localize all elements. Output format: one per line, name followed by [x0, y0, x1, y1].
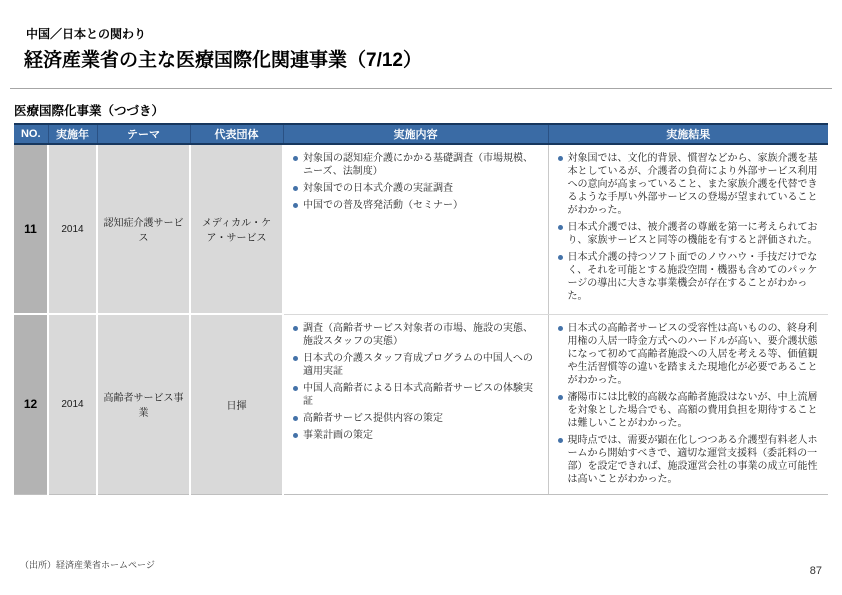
col-header-no: NO. [14, 124, 48, 144]
list-item [292, 322, 540, 348]
col-header-results: 実施結果 [548, 124, 828, 144]
list-item-text: 中国での普及啓発活動（セミナー） [303, 200, 463, 211]
bullet-icon [293, 326, 298, 331]
list-item [557, 322, 821, 387]
row-org: 日揮 [190, 314, 283, 494]
page-number: 87 [809, 565, 822, 577]
bullet-icon [558, 438, 563, 443]
bullet-icon [558, 156, 563, 161]
row-org: メディカル・ケア・サービス [190, 144, 283, 314]
list-item-text: 対象国の認知症介護にかかる基礎調査（市場規模、ニーズ、法制度） [303, 153, 533, 177]
bullet-icon [293, 186, 298, 191]
list-item [292, 352, 540, 378]
table-row [14, 314, 828, 494]
list-item [292, 429, 540, 442]
list-item-text: 事業計画の策定 [303, 429, 373, 441]
row-results-cell [548, 144, 828, 314]
row-contents-cell [283, 314, 548, 494]
row-no: 11 [14, 144, 48, 314]
row-contents-cell [283, 144, 548, 314]
list-item [292, 199, 540, 212]
list-item-text: 瀋陽市には比較的高級な高齢者施設はないが、中上流層を対象とした場合でも、高額の費用負担を期待することは難しいことがわかった。 [567, 391, 818, 429]
bullet-icon [293, 203, 298, 208]
list-item [557, 152, 821, 217]
bullet-icon [558, 255, 563, 260]
list-item-text: 対象国での日本式介護の実証調査 [303, 183, 453, 194]
col-header-year: 実施年 [48, 124, 97, 144]
results-list [557, 152, 821, 303]
contents-list [292, 152, 540, 212]
contents-list [292, 322, 540, 442]
list-item-text: 現時点では、需要が顕在化しつつある介護型有料老人ホームから開始すべきで、適切な運営支援料（委託料の一部）を設定できれば、施設運営会社の事業の成立可能性は高いことがわかった。 [567, 434, 818, 485]
source-note: （出所）経済産業省ホームページ [20, 560, 155, 570]
projects-table-wrapper [14, 123, 828, 495]
list-item [557, 391, 821, 430]
row-year: 2014 [48, 314, 97, 494]
list-item-text: 日本式介護の持つソフト面でのノウハウ・手技だけでなく、それを可能とする施設空間・機器も含めてのパッケージの導出に大きな事業機会が存在することがわかった。 [567, 252, 818, 302]
section-label: 医療国際化事業（つづき） [14, 104, 165, 118]
row-theme: 高齢者サービス事業 [97, 314, 190, 494]
bullet-icon [293, 386, 298, 391]
list-item-text: 対象国では、文化的背景、慣習などから、家族介護を基本としているが、介護者の負荷により外部サービス利用への意向が高まっていること、また家族介護を代替できるような手厚い外部サービスの登場が望まれていることがわかった。 [567, 153, 818, 216]
projects-table [14, 123, 828, 495]
col-header-org: 代表団体 [190, 124, 283, 144]
list-item-text: 調査（高齢者サービス対象者の市場、施設の実態、施設スタッフの実態） [303, 322, 533, 347]
list-item-text: 日本式の高齢者サービスの受容性は高いものの、終身利用権の入居一時金方式へのハードルが高い、要介護状態になって初めて高齢者施設への入居を考える等、価値観や生活習慣等の違いを踏まえた現地化が必要であることがわかった。 [567, 322, 818, 386]
list-item [557, 221, 821, 247]
row-results-cell [548, 314, 828, 494]
list-item-text: 日本式の介護スタッフ育成プログラムの中国人への適用実証 [303, 352, 533, 377]
list-item [292, 412, 540, 425]
page-title: 経済産業省の主な医療国際化関連事業（7/12） [24, 50, 422, 71]
row-year: 2014 [48, 144, 97, 314]
row-no: 12 [14, 314, 48, 494]
bullet-icon [293, 156, 298, 161]
bullet-icon [293, 356, 298, 361]
list-item [292, 152, 540, 178]
bullet-icon [558, 395, 563, 400]
row-theme: 認知症介護サービス [97, 144, 190, 314]
list-item-text: 日本式介護では、被介護者の尊厳を第一に考えられており、家族サービスと同等の機能を有すると評価された。 [567, 222, 818, 246]
bullet-icon [293, 416, 298, 421]
title-divider [10, 88, 832, 89]
list-item [292, 182, 540, 195]
bullet-icon [293, 433, 298, 438]
results-list [557, 322, 821, 486]
table-header-row [14, 124, 828, 144]
kicker-label: 中国／日本との関わり [26, 27, 147, 41]
list-item-text: 高齢者サービス提供内容の策定 [303, 412, 443, 424]
col-header-theme: テーマ [97, 124, 190, 144]
list-item-text: 中国人高齢者による日本式高齢者サービスの体験実証 [303, 382, 533, 407]
list-item [292, 382, 540, 408]
table-row [14, 144, 828, 314]
col-header-contents: 実施内容 [283, 124, 548, 144]
list-item [557, 434, 821, 486]
list-item [557, 251, 821, 303]
bullet-icon [558, 225, 563, 230]
bullet-icon [558, 326, 563, 331]
